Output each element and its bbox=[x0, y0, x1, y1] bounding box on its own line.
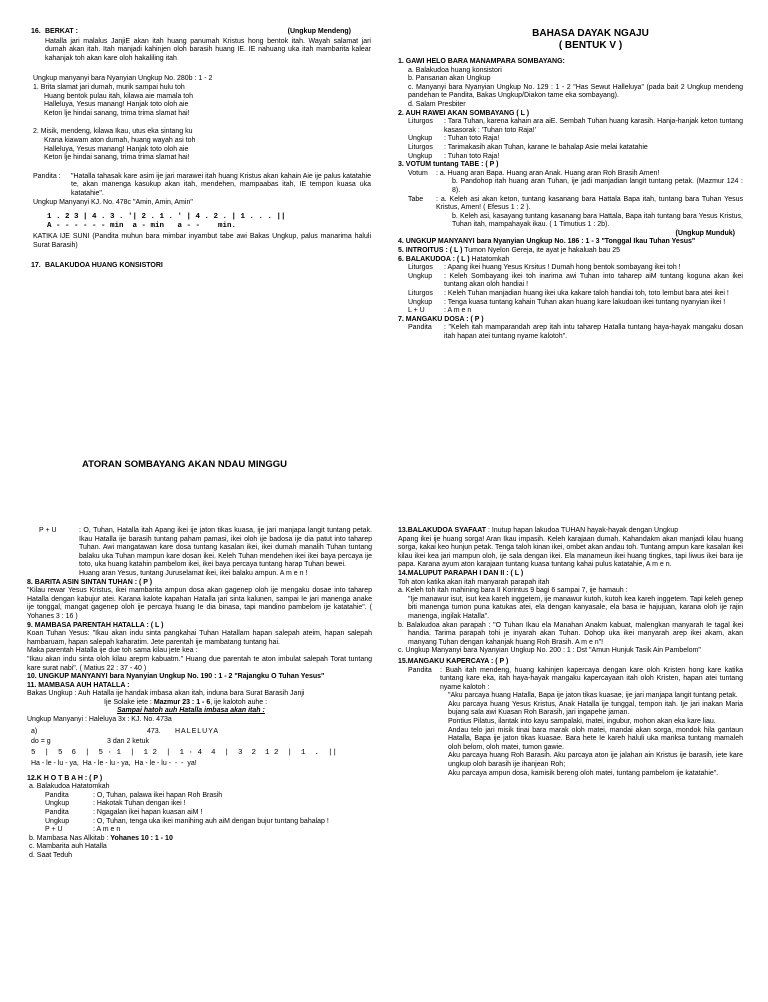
section-8-text: "Kilau rewar Yesus Kristus, ikei mambarita ampun dosa akan gagenep oloh ije mengaku dosae into taharep Hatalla dengan kabujur atei. Karana kalote kapahan Hatalla jari sinta kalunen, sampai Ie jari manenga anake ije tonggal, mangat gagenep oloh ije percaya huang Ie dia binasa, tapi mandino pambelom ije katatahie". ( Yohanes 3 : 16 ) bbox=[27, 587, 372, 620]
section-7-title: 7. MANGAKU DOSA : ( P ) bbox=[398, 315, 484, 323]
verse-line: Keton lje hindai sanang, trima trima slamat hai! bbox=[44, 109, 190, 117]
speaker-label: P + U bbox=[39, 527, 57, 534]
creed-paragraph: Aku parcaya ampun dosa, kamisik bereng oloh matei, tuntang pambelom ije katatahie". bbox=[448, 769, 719, 777]
speaker-label: Ungkup bbox=[408, 272, 433, 280]
creed-paragraph: Pontius Pilatus, ilantak into kayu sampalaki, matei, ingubur, mohon akan eka kare liau. bbox=[448, 718, 716, 726]
lords-prayer: Apang ikei ije huang sorga! Aran Ikau impasih. Keleh karajaan dumah. Kahandakm akan manjadi kilau huang sorga, kakai keo hunjun petak. Tenga taloh kinan ikei, ombet akan andau toh. Tuntang ampun kare kasalan ikei kilau ikei kea jari mampun oloh, ije sala dengan ikei. Ela manameun ikei huang tingkes, tapi liwus ikei bara ije papa. Karana ayum aton karajaan tuntang kuasa tuntang kahai pulus katatahie, A m e n. bbox=[398, 535, 743, 569]
speaker-text: : Tarimakasih akan Tuhan, karane Ie bahalap Asie melai katatahie bbox=[444, 143, 648, 151]
pandita-text: "Hatalla tahasak kare asim ije jari marawei itah huang Kristus akan kahain Aie ije palus katatahie te, akan manenga kasukup akan itah, mendehen, mampaabas itah, IE tempon kuasa uka katatahie". bbox=[71, 172, 371, 197]
speaker-label: Ungkup bbox=[45, 800, 70, 808]
section-11-text: Bakas Ungkup : Auh Hatalla ije handak imbasa akan itah, induna bara Surat Barasih Janji bbox=[27, 690, 305, 698]
section-1-item: c. Manyanyi bara Nyanyian Ungkup No. 129 : 1 - 2 "Has Sewut Halleluya" (pada bait 2 Ungkup mendeng pandehan te Pandita, Bakas Ungkup/Diakon tame eka sombayang). bbox=[408, 83, 743, 100]
speaker-label: Liturgos bbox=[408, 143, 433, 151]
votum-b: b. Pandohop itah huang aran Tuhan, ije jadi manjadian langit tuntang petak. (Mazmur 124 : 8). bbox=[452, 178, 743, 194]
verse-line: Keton lje hindai sanang, trima trima slamat hai! bbox=[44, 154, 190, 162]
section-16 bbox=[31, 28, 371, 271]
liturgy-part-3 bbox=[398, 527, 743, 778]
speaker-label: Pandita bbox=[45, 809, 69, 817]
section-13-title: 13.BALAKUDOA SYAFAAT bbox=[398, 527, 487, 534]
section-11-italic: Sampai hatoh auh Hatalla imbasa akan itah : bbox=[117, 707, 265, 715]
hymn-notes: 5 | 5 6 | 5 · 1 | 1 2 | 1 · 4 4 | 3 2 1 2 | 1 . || bbox=[31, 748, 338, 757]
apostles-creed bbox=[398, 692, 743, 778]
speaker-text: : Tuhan toto Raja! bbox=[444, 135, 500, 143]
section-16-tag: (Ungkup Mendeng) bbox=[287, 28, 351, 35]
creed-paragraph: Aku parcaya huang Yesus Kristus, Anak Hatalla ije tunggal, tempon itah. Ije jari inakan Maria bujang sala awi Kuasan Roh Barasih, jari ingapehe jaman. bbox=[448, 700, 743, 717]
speaker-label: Liturgos bbox=[408, 290, 433, 298]
speaker-label: L + U bbox=[408, 307, 425, 315]
section-5-title: 5. INTROITUS : ( L ) bbox=[398, 247, 463, 255]
section-8-title: 8. BARITA ASIN SINTAN TUHAN : ( P ) bbox=[27, 578, 153, 586]
scripture-ref: Yohanes 10 : 1 - 10 bbox=[110, 834, 173, 842]
section-14-title: 14.MALUPUT PARAPAH I DAN II : ( L ) bbox=[398, 569, 524, 577]
section-9-text: Koan Tuhan Yesus: "Ikau akan indu sinta pangkahai Tuhan Hatallam hapan salepah ateim, hapan salepah hambaruam, hapan salepah kaharatim. Jete parentah ije mambatang tuntang hai. bbox=[27, 630, 372, 646]
hymn-meter: 3 dan 2 ketuk bbox=[107, 737, 150, 745]
section-1-item: d. Salam Presbiter bbox=[408, 100, 466, 108]
speaker-label: Ungkup bbox=[45, 817, 70, 825]
section-12-a: a. Balakudoa Hatatomkah bbox=[29, 783, 110, 791]
speaker-label: Liturgos bbox=[408, 118, 433, 126]
section-12-dialog bbox=[27, 792, 372, 835]
hymn-intro: Ungkup manyanyi bara Nyanyian Ungkup No. 280b : 1 - 2 bbox=[33, 75, 213, 83]
pandita-blessing bbox=[31, 173, 371, 199]
section-6-text: Hatatomkah bbox=[469, 255, 510, 263]
section-15-title: 15.MANGAKU KAPERCAYA : ( P ) bbox=[398, 657, 509, 665]
section-12-title: 12.K H O T B A H : ( P ) bbox=[27, 774, 103, 782]
amin-notes: 1 . 2 3 | 4 . 3 . '| 2 . 1 . ' | 4 . 2 . | 1 . . . || bbox=[47, 213, 286, 222]
section-12-c: c. Mambarita auh Hatalla bbox=[29, 843, 107, 851]
section-14-a: a. Keleh toh itah mahining bara II Korintus 9 bagi 6 sampai 7, ije hamauh : bbox=[398, 587, 628, 595]
speaker-text: : A m e n bbox=[444, 307, 472, 315]
section-9-text-2: Maka parentah Hatalla ije due toh sama kilau jete kea : bbox=[27, 647, 198, 655]
verse-2 bbox=[31, 128, 371, 162]
hymn-lyrics: Ha - le - lu - ya, Ha - le - lu - ya, Ha - le - lu - - - ya! bbox=[31, 759, 197, 767]
speaker-text: : Ngagalan ikei hapan kuasan aiM ! bbox=[93, 809, 203, 817]
speaker-label: Ungkup bbox=[408, 298, 433, 306]
verse-line: Krana kiawam aton dumah, huang wayah asi toh bbox=[44, 136, 196, 144]
verse-line: 2. Misik, mendeng, kilawa Ikau, utus eka sintang ku bbox=[33, 128, 193, 136]
section-16-text: Hatalla jari malalus JanjiE akan itah huang panumah Kristus hong bentok itah. Wayah salamat jari dumah akan itah. Itah manjadi kahinjen oloh barasih huang IE. IE nahuang uka itah mambarita kalear kahanjak toh akan kare oloh hakaliling itah bbox=[45, 37, 371, 62]
section-14-b: b. Balakudoa akan parapah : "O Tuhan Ikau ela Manahan Anakm kabuat, malengkan manyarah Ie tagal ikei handia. Tarima parapah tohi je inyarah akan Tuhan. Dohop uka ikei manyarah arep ikei akam, akan manyang Tuhan dengan kahanjak huang Roh Brasih. A m e n"! bbox=[398, 621, 743, 646]
liturgy-form-v bbox=[398, 28, 743, 342]
verse-line: Halleluya, Yesus manang! Hanjak toto oloh aie bbox=[44, 145, 189, 153]
munduk-note: (Ungkup Munduk) bbox=[675, 229, 735, 237]
speaker-text: : O, Tuhan, palawa ikei hapan Roh Brasih bbox=[93, 791, 223, 799]
tabe-a: : a. Keleh asi akan keton, tuntang kasanang bara Hattala Bapa itah, tuntang bara Tuhan Yesus Kristus, Amen! ( Efesus 1 : 2 ). bbox=[436, 195, 743, 212]
doc-subtitle: ( BENTUK V ) bbox=[558, 40, 623, 51]
section-9-title: 9. MAMBASA PARENTAH HATALLA : ( L ) bbox=[27, 621, 164, 629]
hymn-key: do = g bbox=[31, 737, 51, 745]
speaker-label: Ungkup bbox=[408, 152, 433, 160]
speaker-label: Pandita bbox=[408, 666, 432, 674]
speaker-text: : O, Tuhan, Hatalla itah Apang ikei ije jaton tikas kuasa, ije jari manjapa langit tuntang petak. Ikau Hatalla ije barasih tuntang paham pamasi, ikei oloh ije badosa ije dia patut into taharep Tuhan. Awi mangatawan kare dosa tuntang kasalan ikei, ikei dumah manalih Tuhan tuntang balaku uka Tuhan mampun kare dosan ikei. Keleh Tuhan mendehen ikei ikei baya percaya ije toto, uka huang katahin pambelom ikei, ikei baya percaya tuntang harap Tuhan bewei. bbox=[79, 527, 372, 569]
section-11-text-3: Ungkup Manyanyi : Haleluya 3x : KJ. No. 473a bbox=[27, 716, 172, 724]
speaker-text: : Tuhan toto Raja! bbox=[444, 152, 500, 160]
amin-lyrics: A - - - - - - min a - min a - - min. bbox=[47, 221, 237, 230]
section-17-number: 17. bbox=[31, 262, 41, 270]
section-12-b: b. Mambasa Nas Alkitab : bbox=[29, 834, 111, 842]
liturgy-part-2 bbox=[27, 527, 372, 861]
hymn-number: 473. bbox=[147, 727, 161, 735]
speaker-text: : O, Tuhan, tenga uka ikei manihing auh aiM dengan bujur tuntang bahalap ! bbox=[93, 817, 329, 825]
section-14-c: c. Ungkup Manyanyi bara Nyanyian Ungkup No. 200 : 1 : Dst "Amun Hunjuk Tasik Ain Pambelom" bbox=[398, 647, 701, 655]
section-14-text: Toh aton katika akan itah manyarah parapah itah bbox=[398, 578, 550, 586]
creed-paragraph: Aku parcaya huang Roh Barasih. Aku parcaya aton ije jalahan ain Kristus ije barasih, iete kare ungkup oloh barasih ije ihanjean Roh; bbox=[448, 752, 743, 769]
speaker-text: : Keleh Tuhan manjadian huang ikei uka kakare taloh handiai toh, toto lembut bara atei ikei ! bbox=[444, 290, 729, 298]
hymn-title: HALELUYA bbox=[175, 727, 220, 735]
speaker-label: Pandita bbox=[408, 324, 432, 332]
section-2-dialog bbox=[398, 118, 743, 161]
speaker-text: : Keleh Sombayang ikei toh inarima awi Tuhan into taharep aiM tuntang koguna akan ikei tuntang akan oloh handiai ! bbox=[444, 272, 743, 289]
section-11-text-2c: , ije kalotoh auhe : bbox=[210, 698, 268, 706]
creed-paragraph: "Aku parcaya huang Hatalla, Bapa ije jaton tikas kuasae, ije jari manjapa langit tuntang petak. bbox=[448, 692, 738, 700]
section-16-title: BERKAT : bbox=[45, 28, 78, 35]
tabe-b: b. Keleh asi, kasayang tuntang kasanang bara Hattala, Bapa itah tuntang bara Yesus Kristus, Tuhan itah, mampahayak ikau. ( 1 Timutius 1 : 2b). bbox=[452, 212, 743, 229]
creed-paragraph: Andau telo jari misik tinai bara marak oloh matei, mandai akan sorga, mondok hila gantaun Hatalla, Bapa ije jaton tikas kuasae. Bara hete Ie kareh haluli uka mariksa tuntang mamaleh oloh belom, oloh matei, tumon gawie. bbox=[448, 726, 743, 751]
section-2-title: 2. AUH RAWEI AKAN SOMBAYANG ( L ) bbox=[398, 109, 530, 117]
speaker-text: : Apang ikei huang Yesus Krsitus ! Dumah hong bentok sombayang ikei toh ! bbox=[444, 264, 681, 272]
hymn-block bbox=[27, 726, 372, 772]
scripture-ref: Mazmur 23 : 1 - 6 bbox=[153, 698, 211, 706]
speaker-label: Liturgos bbox=[408, 264, 433, 272]
section-16-number: 16. bbox=[31, 28, 41, 35]
tabe-label: Tabe bbox=[408, 195, 424, 203]
section-11-title: 11. MAMBASA AUH HATALLA : bbox=[27, 681, 130, 689]
verse-line: Halleluya, Yesus manang! Hanjak toto oloh aie bbox=[44, 101, 189, 109]
votum-a: : a. Huang aran Bapa. Huang aran Anak. Huang aran Roh Brasih Amen! bbox=[436, 169, 660, 177]
section-11-text-2a: Ije Solake iete : bbox=[104, 698, 154, 706]
speaker-text: : Tara Tuhan, karena kahain ara aiE. Sembah Tuhan huang karasih. Hanja-hanjak keton tuntang kasasorak : 'Tuhan toto Raja!' bbox=[444, 118, 743, 134]
amin-intro: Ungkup Manyanyi KJ. No. 478c "Amin, Amin, Amin" bbox=[33, 198, 193, 206]
section-1-item: b. Pansanan akan Ungkup bbox=[408, 75, 491, 83]
section-6-dialog bbox=[398, 264, 743, 316]
section-9-text-3: "Ikau akan indu sinta oloh kilau arepm kabuatm." Huang due parentah te aton imbulat salepah Torat tuntang kare surat nabi". ( Matius 22 : 37 - 40 ) bbox=[27, 655, 372, 672]
section-13-note: : Inutup hapan lakudoa TUHAN hayak-hayak dengan Ungkup bbox=[486, 527, 679, 534]
hymn-letter: a) bbox=[31, 727, 38, 735]
section-3-title: 3. VOTUM tuntang TABE : ( P ) bbox=[398, 161, 499, 169]
pu-end: Huang aran Yesus, tuntang Juruselamat ikei, ikei balaku ampun. A m e n ! bbox=[79, 569, 308, 577]
section-12-d: d. Saat Teduh bbox=[29, 852, 73, 859]
section-10: 10. UNGKUP MANYANYI bara Nyanyian Ungkup No. 190 : 1 - 2 "Rajangku O Tuhan Yesus" bbox=[27, 673, 325, 681]
speaker-text: : Hakotak Tuhan dengan ikei ! bbox=[93, 800, 186, 808]
speaker-text: : "Keleh itah mamparandah arep itah intu taharep Hatalla tuntang haya-hayak mangaku dosan itah hapan atei tuntang nyame kalotoh". bbox=[444, 324, 743, 340]
votum-label: Votum bbox=[408, 169, 428, 177]
verse-line: Huang bentok pulau itah, kilawa aie mamala toh bbox=[44, 92, 194, 100]
section-6-title: 6. BALAKUDOA : ( L ) bbox=[398, 255, 470, 263]
section-14-a-quote: "Ije manawur isut, isut kea kareh inggetem, ije manawur kutoh, kutoh kea kareh inggetem. Tapi keleh genep biti manenga tumon puna katukas atei, ela dengan kanyasale, ela basa ie hajujuan, karana oloh ije rajin manenga, ingilak Hatalla". bbox=[408, 595, 743, 620]
speaker-label: P + U bbox=[45, 826, 63, 834]
verse-1 bbox=[31, 84, 371, 118]
pandita-label: Pandita : bbox=[33, 172, 61, 180]
section-17-title: BALAKUDOA HUANG KONSISTORI bbox=[45, 262, 163, 270]
doc-title: BAHASA DAYAK NGAJU bbox=[532, 28, 649, 39]
page-title: ATORAN SOMBAYANG AKAN NDAU MINGGU bbox=[82, 459, 287, 470]
verse-line: 1. Brita slamat jari dumah, murik sampai hulu toh bbox=[33, 83, 185, 91]
speaker-text: : Tenga kuasa tuntang kahain Tuhan akan huang kare lakudoan ikei tuntang nyanyian ikei ! bbox=[444, 298, 726, 306]
katika-text: KATIKA IJE SUNI (Pandita muhun bara mimbar inyambut tabe awi Bakas Ungkup, palus manarima haluli Surat Barasih) bbox=[33, 233, 371, 249]
section-4: 4. UNGKUP MANYANYI bara Nyanyian Ungkup No. 186 : 1 - 3 "Tonggal Ikau Tuhan Yesus" bbox=[398, 238, 696, 246]
speaker-text: : A m e n bbox=[93, 826, 121, 834]
creed-intro: : Buah itah mendeng, huang kahinjen kapercaya dengan kare oloh Kristen hong kare katika tuntang kare eka, itah haya-hayak mangaku kapercayaan itah oloh Kristen, hapan atei tuntang nyame kalotoh : bbox=[440, 666, 743, 691]
section-1-item: a. Balakudoa huang konsistori bbox=[408, 66, 502, 74]
section-5-text: Tumon Nyelon Gereja, ite ayat je hakaluah bau 25 bbox=[462, 247, 621, 255]
section-1-title: 1. GAWI HELO BARA MANAMPARA SOMBAYANG: bbox=[398, 58, 565, 65]
speaker-label: Ungkup bbox=[408, 135, 433, 143]
speaker-label: Pandita bbox=[45, 791, 69, 799]
